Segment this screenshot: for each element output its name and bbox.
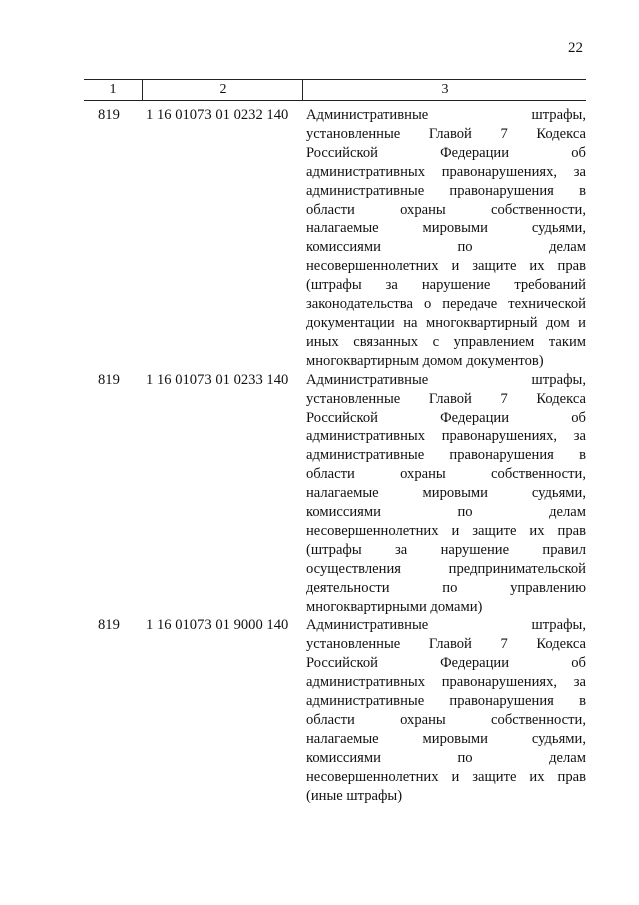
description-line: деятельности по управлению <box>306 579 586 596</box>
header-cell-1: 1 <box>109 82 117 97</box>
description-line: области охраны собственности, <box>306 201 586 218</box>
description-line: (штрафы за нарушение правил <box>306 541 586 558</box>
description-line: Российской Федерации об <box>306 655 586 672</box>
description-line: документации на многоквартирный дом и <box>306 314 586 331</box>
description-line: несовершеннолетних и защите их прав <box>306 522 586 539</box>
table-body <box>84 106 586 806</box>
admin-code: 819 <box>98 107 120 123</box>
kbk-code: 1 16 01073 01 0232 140 <box>146 107 289 123</box>
description-line: административных правонарушениях, за <box>306 428 586 445</box>
description-line: установленные Главой 7 Кодекса <box>306 125 586 142</box>
description-line: установленные Главой 7 Кодекса <box>306 636 586 653</box>
admin-code: 819 <box>98 617 120 634</box>
description-line: иных связанных с управлением таким <box>306 333 586 350</box>
description-line: несовершеннолетних и защите их прав <box>306 258 586 275</box>
table-header <box>84 79 586 101</box>
header-cell-2: 2 <box>142 80 303 100</box>
description-line: налагаемые мировыми судьями, <box>306 730 586 747</box>
description-line: административные правонарушения в <box>306 447 586 464</box>
description-line: установленные Главой 7 Кодекса <box>306 390 586 407</box>
description-line: (штрафы за нарушение требований <box>306 277 586 294</box>
row-description <box>306 106 586 371</box>
description-line: административные правонарушения в <box>306 182 586 199</box>
kbk-code: 1 16 01073 01 0233 140 <box>146 371 289 388</box>
table-row <box>84 616 586 805</box>
admin-code: 819 <box>98 371 120 388</box>
description-line: Административные штрафы, <box>306 371 586 388</box>
page-number: 22 <box>568 40 583 56</box>
description-line: Административные штрафы, <box>306 617 586 634</box>
table-row <box>84 371 586 617</box>
description-line: налагаемые мировыми судьями, <box>306 220 586 237</box>
description-line: многоквартирными домами) <box>306 598 483 615</box>
row-description <box>306 616 586 805</box>
description-line: административных правонарушениях, за <box>306 163 586 180</box>
row-description <box>306 371 586 617</box>
description-line: Административные штрафы, <box>306 107 586 123</box>
description-line: налагаемые мировыми судьями, <box>306 485 586 502</box>
description-line: комиссиями по делам <box>306 504 586 521</box>
description-line: административные правонарушения в <box>306 693 586 710</box>
description-line: административных правонарушениях, за <box>306 674 586 691</box>
description-line: многоквартирным домом документов) <box>306 352 544 369</box>
header-cell-3: 3 <box>302 80 587 100</box>
kbk-code: 1 16 01073 01 9000 140 <box>146 617 289 634</box>
description-line: Российской Федерации об <box>306 144 586 161</box>
description-line: области охраны собственности, <box>306 466 586 483</box>
description-line: Российской Федерации об <box>306 409 586 426</box>
description-line: области охраны собственности, <box>306 712 586 728</box>
description-line: законодательства о передаче технической <box>306 296 586 313</box>
table-row <box>84 106 586 371</box>
description-line: (иные штрафы) <box>306 787 403 804</box>
description-line: осуществления предпринимательской <box>306 560 586 577</box>
description-line: комиссиями по делам <box>306 749 586 766</box>
description-line: несовершеннолетних и защите их прав <box>306 768 586 785</box>
description-line: комиссиями по делам <box>306 239 586 256</box>
